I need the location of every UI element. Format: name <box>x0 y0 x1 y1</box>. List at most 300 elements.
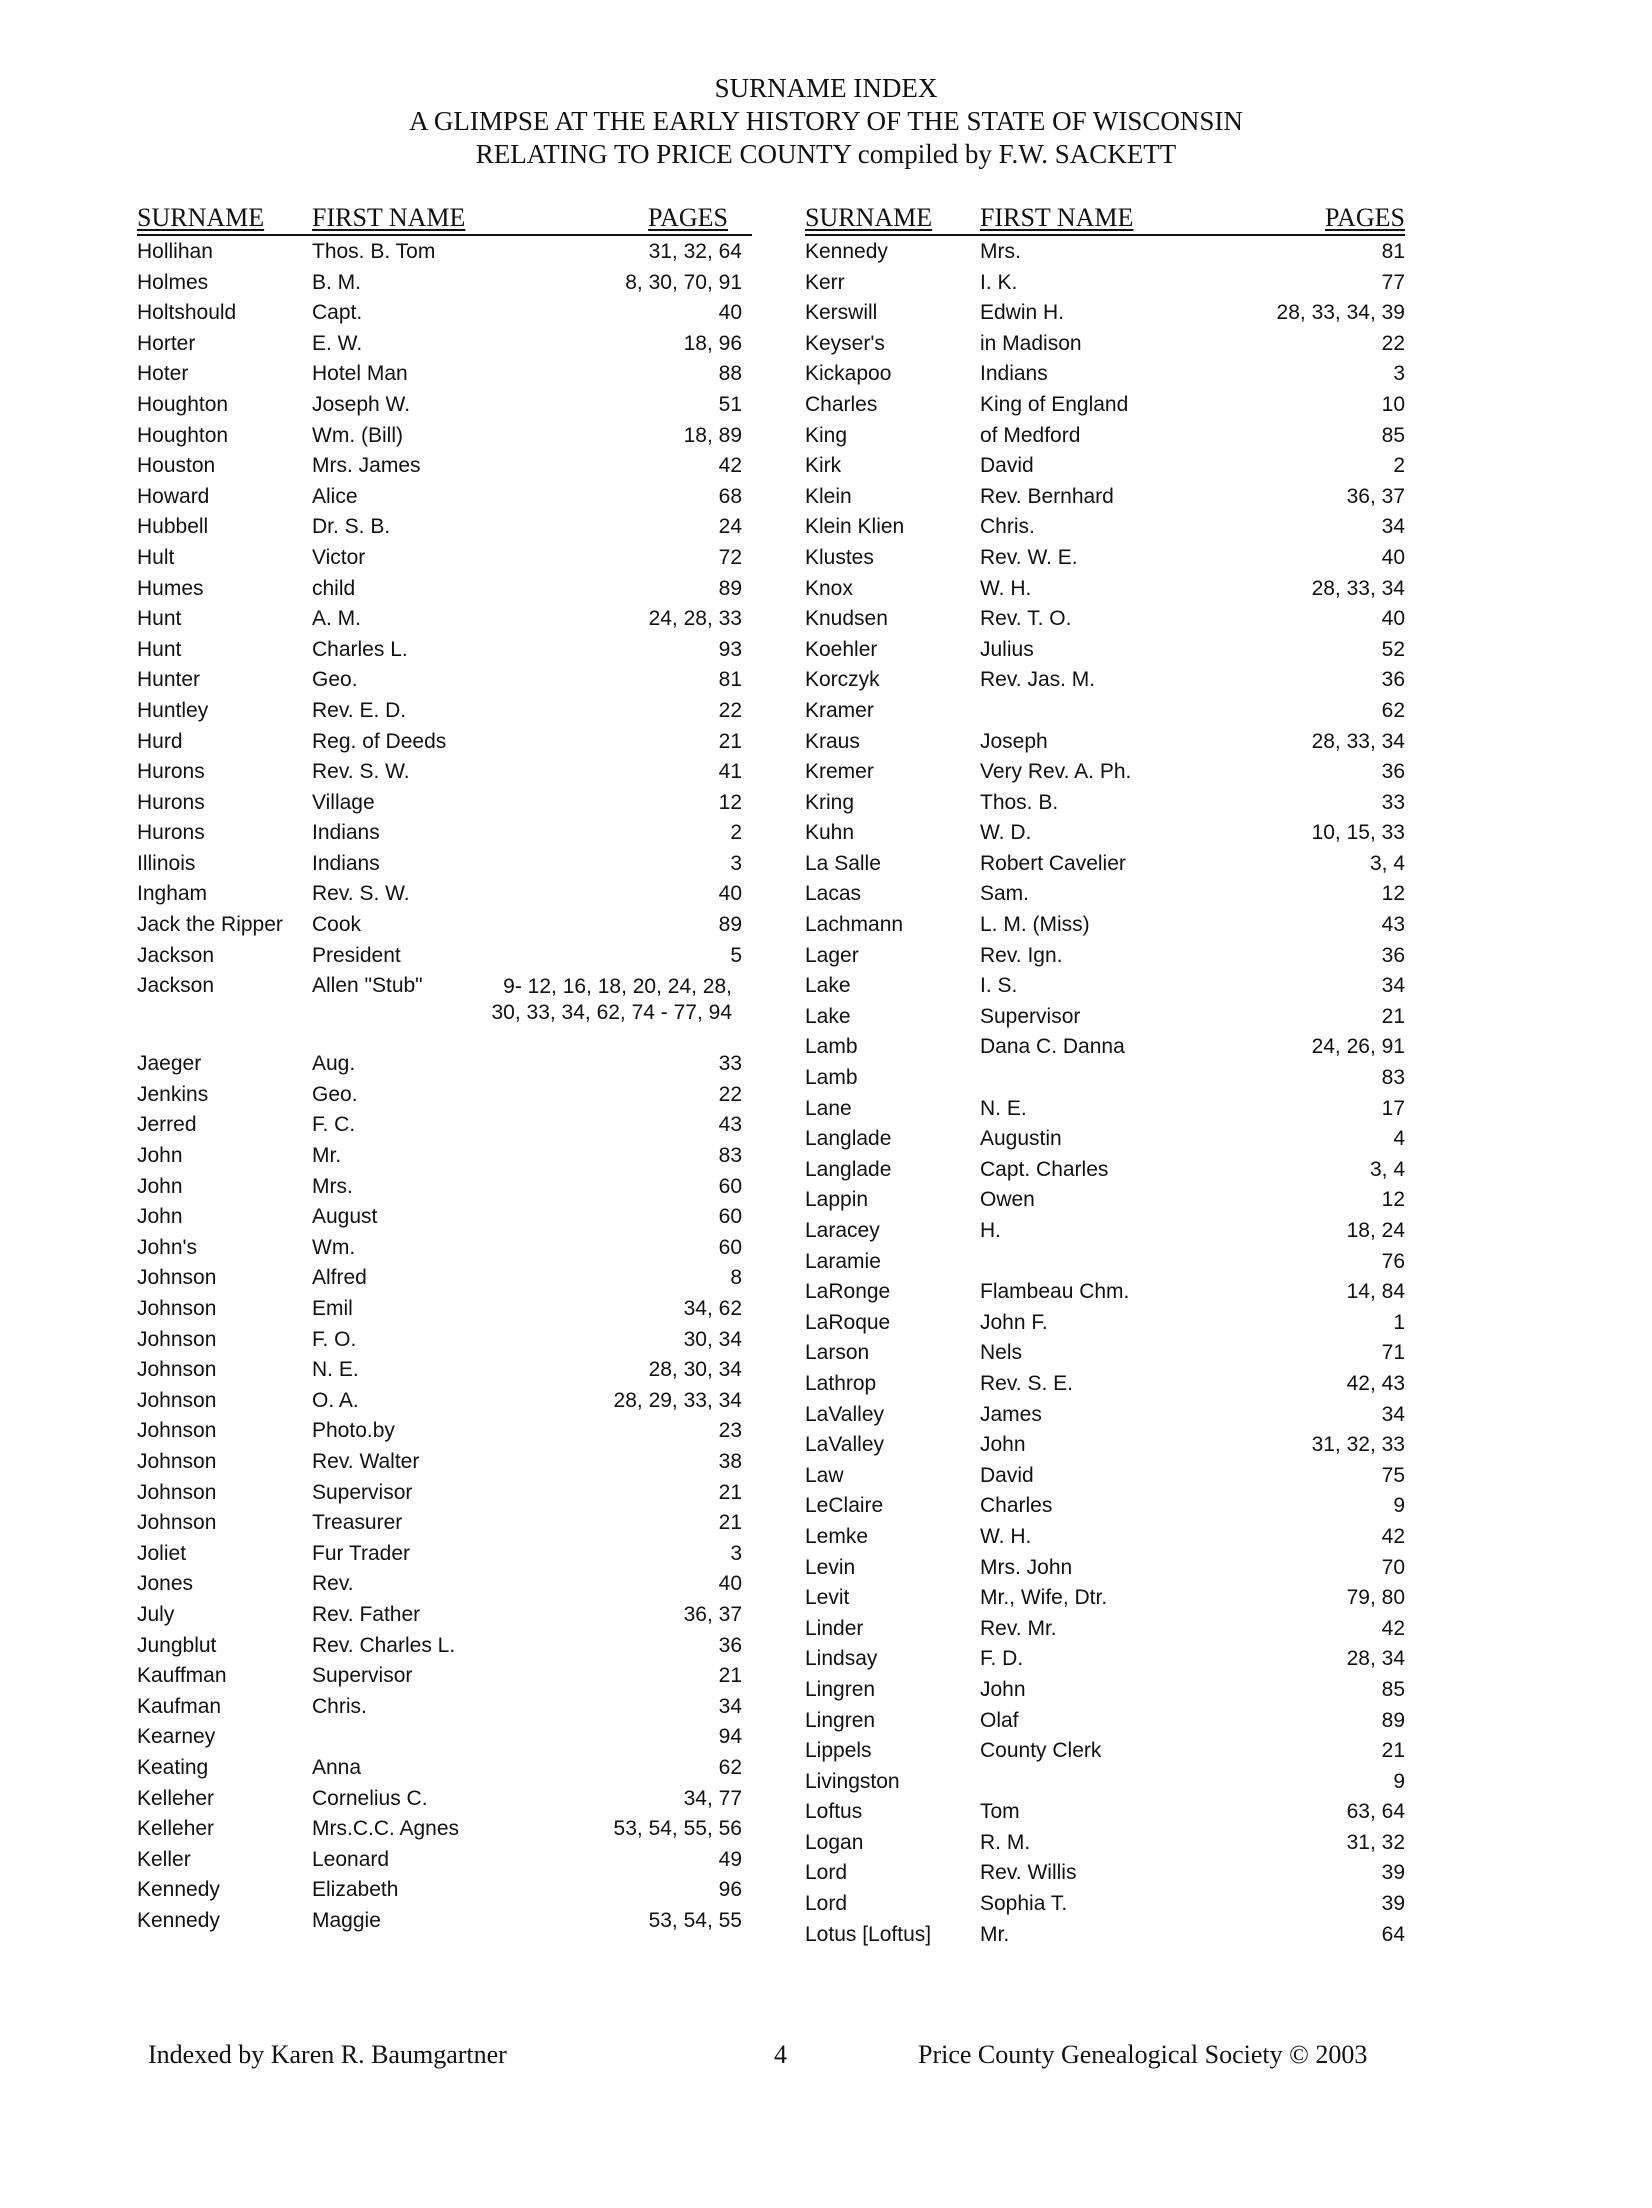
first-name-cell: E. W. <box>312 331 363 355</box>
first-name-cell: Supervisor <box>980 1004 1081 1028</box>
pages-cell: 36, 37 <box>683 1602 742 1626</box>
index-row <box>805 1031 1405 1062</box>
surname-cell: Howard <box>137 484 210 508</box>
surname-cell: Langlade <box>805 1127 892 1151</box>
pages-cell: 52 <box>1381 637 1405 661</box>
index-row <box>805 817 1405 848</box>
pages-cell: 85 <box>1381 423 1405 447</box>
surname-cell: Lingren <box>805 1708 876 1732</box>
index-row <box>805 1613 1405 1644</box>
index-row <box>805 1888 1405 1919</box>
first-name-cell: David <box>980 454 1034 478</box>
surname-cell: July <box>137 1602 175 1626</box>
index-row <box>805 1766 1405 1797</box>
first-name-cell: Capt. <box>312 301 363 325</box>
index-row <box>137 1691 752 1722</box>
pages-cell: 60 <box>718 1205 742 1229</box>
pages-cell: 38 <box>718 1449 742 1473</box>
surname-cell: Holtshould <box>137 301 237 325</box>
first-name-cell: August <box>312 1205 378 1229</box>
first-name-cell: Mrs.C.C. Agnes <box>312 1817 460 1841</box>
surname-cell: LaRoque <box>805 1310 891 1334</box>
pages-cell: 72 <box>718 545 742 569</box>
pages-cell: 28, 33, 34 <box>1311 729 1405 753</box>
pages-cell: 28, 33, 34 <box>1311 576 1405 600</box>
surname-cell: King <box>805 423 848 447</box>
index-row <box>805 450 1405 481</box>
footer-page-number: 4 <box>774 2040 787 2069</box>
pages-cell: 36 <box>718 1633 742 1657</box>
surname-cell: Logan <box>805 1830 864 1854</box>
surname-cell: Kennedy <box>805 240 888 263</box>
index-row <box>137 1354 752 1385</box>
first-name-cell: Charles <box>980 1494 1053 1518</box>
pages-cell: 31, 32, 64 <box>648 240 742 263</box>
surname-cell: Houghton <box>137 423 229 447</box>
header-subtitle: A GLIMPSE AT THE EARLY HISTORY OF THE STATE OF WISCONSIN <box>409 106 1243 136</box>
surname-cell: Kauffman <box>137 1664 227 1688</box>
index-row <box>805 1552 1405 1583</box>
surname-cell: Langlade <box>805 1157 892 1181</box>
index-row <box>805 1123 1405 1154</box>
surname-cell: Hollihan <box>137 240 213 263</box>
pages-cell: 42 <box>718 454 742 478</box>
first-name-cell: Reg. of Deeds <box>312 729 447 753</box>
first-name-cell: of Medford <box>980 423 1081 447</box>
index-row <box>805 1460 1405 1491</box>
first-name-cell: Chris. <box>312 1694 367 1718</box>
pages-cell: 40 <box>718 882 742 906</box>
surname-cell: Kelleher <box>137 1786 215 1810</box>
surname-cell: Humes <box>137 576 204 600</box>
surname-cell: Houston <box>137 454 216 478</box>
pages-cell: 39 <box>1381 1892 1405 1916</box>
pages-cell: 21 <box>1381 1004 1405 1028</box>
first-name-cell: President <box>312 943 401 967</box>
index-row <box>137 1140 752 1171</box>
surname-cell: Knudsen <box>805 607 888 631</box>
surname-cell: Loftus <box>805 1800 863 1824</box>
surname-cell: LaRonge <box>805 1280 891 1304</box>
surname-cell: Hunter <box>137 668 201 692</box>
index-row <box>805 634 1405 665</box>
first-name-cell: Rev. Mr. <box>980 1616 1057 1640</box>
surname-cell: Kennedy <box>137 1878 220 1902</box>
first-name-cell: Maggie <box>312 1908 381 1932</box>
pages-cell: 42, 43 <box>1346 1371 1405 1395</box>
first-name-header: FIRST NAME <box>980 203 1134 232</box>
pages-cell: 9 <box>1393 1769 1405 1793</box>
first-name-cell: Cornelius C. <box>312 1786 428 1810</box>
surname-cell: Jackson <box>137 974 215 998</box>
pages-cell: 62 <box>1381 698 1405 722</box>
surname-cell: Laracey <box>805 1219 880 1242</box>
surname-cell: Kearney <box>137 1725 216 1749</box>
index-row <box>805 1827 1405 1858</box>
pages-header: PAGES <box>648 203 728 232</box>
first-name-cell: N. E. <box>312 1358 359 1382</box>
pages-cell: 36 <box>1381 943 1405 967</box>
first-name-cell: Sophia T. <box>980 1892 1068 1916</box>
index-row <box>137 267 752 298</box>
index-row <box>137 1813 752 1844</box>
first-name-cell: Cook <box>312 913 362 937</box>
surname-cell: John <box>137 1205 183 1229</box>
index-row <box>805 1001 1405 1032</box>
surname-cell: Jackson <box>137 943 215 967</box>
surname-cell: LaValley <box>805 1433 884 1457</box>
index-row <box>137 1293 752 1324</box>
first-name-cell: Leonard <box>312 1847 390 1871</box>
surname-cell: Lamb <box>805 1035 858 1059</box>
first-name-cell: Indians <box>312 851 380 875</box>
pages-cell: 18, 24 <box>1346 1219 1405 1242</box>
right-column-header <box>805 200 1405 236</box>
surname-cell: Linder <box>805 1616 864 1640</box>
pages-cell: 81 <box>718 668 742 692</box>
surname-cell: Hurons <box>137 821 205 845</box>
pages-cell: 77 <box>1381 270 1405 294</box>
right-rows <box>805 236 1405 1949</box>
index-row <box>137 1538 752 1569</box>
page-header <box>0 72 1652 171</box>
index-row <box>805 481 1405 512</box>
pages-cell: 21 <box>718 729 742 753</box>
index-row <box>137 848 752 879</box>
pages-cell: 28, 29, 33, 34 <box>613 1388 742 1412</box>
surname-cell: Law <box>805 1463 844 1487</box>
pages-cell: 43 <box>1381 913 1405 937</box>
index-row <box>805 1674 1405 1705</box>
index-row <box>137 1477 752 1508</box>
first-name-cell: Wm. (Bill) <box>312 423 403 447</box>
first-name-cell: Very Rev. A. Ph. <box>980 760 1132 784</box>
surname-cell: Kuhn <box>805 821 855 845</box>
index-row <box>137 1109 752 1140</box>
first-name-cell: Dr. S. B. <box>312 515 391 539</box>
first-name-cell: Photo.by <box>312 1419 395 1443</box>
index-row <box>805 1796 1405 1827</box>
surname-cell: Jenkins <box>137 1082 209 1106</box>
pages-cell: 30, 34 <box>683 1327 742 1351</box>
index-row <box>805 1705 1405 1736</box>
first-name-cell: child <box>312 576 356 600</box>
pages-cell: 8 <box>730 1266 742 1290</box>
left-column-header <box>137 200 752 236</box>
surname-cell: Lappin <box>805 1188 869 1212</box>
surname-cell: Keyser's <box>805 331 885 355</box>
surname-cell: Jaeger <box>137 1052 202 1076</box>
surname-cell: Laramie <box>805 1249 881 1273</box>
pages-cell: 23 <box>718 1419 742 1443</box>
pages-cell: 12 <box>1381 882 1405 906</box>
index-row <box>137 787 752 818</box>
index-row <box>137 511 752 542</box>
first-name-cell: Nels <box>980 1341 1023 1365</box>
pages-cell: 60 <box>718 1174 742 1198</box>
surname-cell: Hoter <box>137 362 189 386</box>
surname-cell: Johnson <box>137 1449 217 1473</box>
pages-cell: 14, 84 <box>1346 1280 1405 1304</box>
index-row <box>137 1752 752 1783</box>
first-name-cell: W. H. <box>980 1524 1032 1548</box>
pages-cell: 40 <box>1381 607 1405 631</box>
pages-cell: 21 <box>718 1511 742 1535</box>
surname-cell: Johnson <box>137 1297 217 1320</box>
first-name-cell: Robert Cavelier <box>980 851 1126 875</box>
surname-cell: Kelleher <box>137 1817 215 1841</box>
first-name-cell: John <box>980 1677 1026 1701</box>
surname-cell: Hunt <box>137 607 182 631</box>
pages-cell: 94 <box>718 1725 742 1749</box>
surname-cell: Johnson <box>137 1419 217 1443</box>
surname-cell: Jack the Ripper <box>137 913 283 937</box>
index-row <box>137 481 752 512</box>
first-name-cell: Rev. E. D. <box>312 698 407 722</box>
index-row <box>137 664 752 695</box>
pages-cell: 3 <box>730 851 742 875</box>
pages-cell: 71 <box>1381 1341 1405 1365</box>
pages-header: PAGES <box>1325 203 1405 232</box>
index-row <box>137 1262 752 1293</box>
surname-cell: Kerswill <box>805 301 878 325</box>
index-row <box>137 756 752 787</box>
index-row <box>805 940 1405 971</box>
surname-cell: Lemke <box>805 1524 869 1548</box>
pages-cell: 21 <box>718 1480 742 1504</box>
surname-cell: Kremer <box>805 760 874 784</box>
index-row <box>805 603 1405 634</box>
first-name-cell: Victor <box>312 545 366 569</box>
surname-cell: Kring <box>805 790 855 814</box>
surname-cell: Jungblut <box>137 1633 217 1657</box>
pages-cell: 3, 4 <box>1369 851 1405 875</box>
first-name-cell: Supervisor <box>312 1480 413 1504</box>
surname-cell: Levit <box>805 1586 850 1610</box>
index-row <box>805 267 1405 298</box>
pages-cell: 21 <box>718 1664 742 1688</box>
index-row <box>137 1201 752 1232</box>
first-name-cell: Treasurer <box>312 1511 403 1535</box>
surname-cell: Johnson <box>137 1388 217 1412</box>
first-name-cell: Mrs. John <box>980 1555 1073 1579</box>
index-row <box>805 848 1405 879</box>
first-name-cell: H. <box>980 1219 1001 1242</box>
first-name-cell: Geo. <box>312 668 358 692</box>
pages-cell: 3 <box>730 1541 742 1565</box>
pages-cell: 18, 89 <box>683 423 742 447</box>
pages-cell: 2 <box>1393 454 1405 478</box>
first-name-cell: Fur Trader <box>312 1541 411 1565</box>
surname-cell: Lingren <box>805 1677 876 1701</box>
index-row <box>137 1599 752 1630</box>
pages-cell: 51 <box>718 392 742 416</box>
pages-cell: 70 <box>1381 1555 1405 1579</box>
surname-cell: La Salle <box>805 851 881 875</box>
first-name-cell: Dana C. Danna <box>980 1035 1125 1059</box>
surname-cell: Lord <box>805 1861 848 1885</box>
pages-cell: 4 <box>1393 1127 1405 1151</box>
pages-cell: 22 <box>718 1082 742 1106</box>
pages-cell: 75 <box>1381 1463 1405 1487</box>
first-name-cell: R. M. <box>980 1830 1031 1854</box>
first-name-cell: Geo. <box>312 1082 358 1106</box>
surname-cell: Lake <box>805 1004 851 1028</box>
pages-cell: 68 <box>718 484 742 508</box>
surname-cell: Lamb <box>805 1066 858 1090</box>
pages-cell: 53, 54, 55 <box>648 1908 742 1932</box>
surname-cell: Johnson <box>137 1266 217 1290</box>
index-row <box>137 695 752 726</box>
pages-cell: 89 <box>718 576 742 600</box>
surname-cell: Kennedy <box>137 1908 220 1932</box>
first-name-cell: Rev. Willis <box>980 1861 1077 1885</box>
first-name-cell: Mr. <box>312 1144 342 1168</box>
footer-society: Price County Genealogical Society © 2003 <box>918 2040 1368 2069</box>
pages-cell: 60 <box>718 1235 742 1259</box>
index-row <box>137 909 752 940</box>
index-row <box>805 909 1405 940</box>
first-name-cell: Rev. S. W. <box>312 882 410 906</box>
surname-cell: Hult <box>137 545 175 569</box>
pages-cell: 53, 54, 55, 56 <box>613 1817 742 1841</box>
pages-cell: 41 <box>718 760 742 784</box>
pages-cell: 10 <box>1381 392 1405 416</box>
index-row <box>805 970 1405 1001</box>
pages-cell: 34, 62 <box>683 1297 742 1320</box>
index-row <box>805 1093 1405 1124</box>
first-name-cell: Alice <box>312 484 358 508</box>
pages-cell: 81 <box>1381 240 1405 263</box>
index-row <box>805 297 1405 328</box>
pages-cell: 34 <box>1381 515 1405 539</box>
index-row <box>805 328 1405 359</box>
index-row <box>805 1276 1405 1307</box>
first-name-cell: Alfred <box>312 1266 367 1290</box>
first-name-cell: Joseph <box>980 729 1048 753</box>
surname-cell: Kirk <box>805 454 842 478</box>
index-row <box>137 726 752 757</box>
surname-cell: John <box>137 1174 183 1198</box>
first-name-cell: Rev. W. E. <box>980 545 1078 569</box>
pages-cell: 2 <box>730 821 742 845</box>
index-row <box>137 358 752 389</box>
index-row <box>805 1521 1405 1552</box>
index-row <box>137 1874 752 1905</box>
index-row <box>137 1905 752 1936</box>
surname-cell: John's <box>137 1235 198 1259</box>
first-name-cell: Elizabeth <box>312 1878 399 1902</box>
index-row <box>137 1048 752 1079</box>
index-row <box>805 1246 1405 1277</box>
pages-cell: 31, 32, 33 <box>1311 1433 1405 1457</box>
surname-cell: Kickapoo <box>805 362 892 386</box>
pages-cell: 36, 37 <box>1346 484 1405 508</box>
left-tall-entry <box>137 970 752 1026</box>
pages-cell: 3, 4 <box>1369 1157 1405 1181</box>
first-name-cell: N. E. <box>980 1096 1027 1120</box>
pages-cell: 76 <box>1381 1249 1405 1273</box>
first-name-cell: Chris. <box>980 515 1035 539</box>
first-name-cell: Aug. <box>312 1052 356 1076</box>
index-row <box>137 389 752 420</box>
surname-cell: Huntley <box>137 698 209 722</box>
pages-cell: 34 <box>1381 974 1405 998</box>
pages-cell: 40 <box>718 1572 742 1596</box>
pages-cell: 9 <box>1393 1494 1405 1518</box>
first-name-cell: I. S. <box>980 974 1018 998</box>
first-name-cell: Rev. Father <box>312 1602 421 1626</box>
index-row <box>137 634 752 665</box>
pages-cell: 10, 15, 33 <box>1311 821 1405 845</box>
pages-cell: 40 <box>1381 545 1405 569</box>
pages-cell: 17 <box>1381 1096 1405 1120</box>
index-row <box>137 420 752 451</box>
index-row <box>137 328 752 359</box>
first-name-cell: Mrs. James <box>312 454 421 478</box>
first-name-cell: I. K. <box>980 270 1018 294</box>
surname-cell: Lager <box>805 943 859 967</box>
surname-cell: Klustes <box>805 545 874 569</box>
surname-cell: Koehler <box>805 637 878 661</box>
surname-cell: Johnson <box>137 1327 217 1351</box>
pages-cell: 22 <box>718 698 742 722</box>
surname-cell: Levin <box>805 1555 856 1579</box>
index-row <box>137 1324 752 1355</box>
pages-cell: 93 <box>718 637 742 661</box>
first-name-cell: Mrs. <box>312 1174 353 1198</box>
left-rows <box>137 236 752 970</box>
first-name-cell: Supervisor <box>312 1664 413 1688</box>
index-row <box>805 787 1405 818</box>
first-name-cell: James <box>980 1402 1042 1426</box>
first-name-cell: Rev. S. E. <box>980 1371 1073 1395</box>
index-row <box>137 1232 752 1263</box>
first-name-cell: Rev. Ign. <box>980 943 1063 967</box>
surname-cell: Houghton <box>137 392 229 416</box>
pages-cell: 96 <box>718 1878 742 1902</box>
index-row <box>137 1079 752 1110</box>
first-name-cell: Wm. <box>312 1235 356 1259</box>
index-row <box>805 511 1405 542</box>
left-rows-continued <box>137 1048 752 1935</box>
surname-cell: Johnson <box>137 1480 217 1504</box>
surname-cell: Klein <box>805 484 852 508</box>
surname-cell: Lake <box>805 974 851 998</box>
first-name-cell: Rev. <box>312 1572 354 1596</box>
surname-cell: Jerred <box>137 1113 197 1137</box>
header-compiler-line: RELATING TO PRICE COUNTY compiled by F.W. SACKETT <box>475 139 1177 169</box>
first-name-cell: Emil <box>312 1297 353 1320</box>
index-row <box>805 573 1405 604</box>
index-row <box>137 878 752 909</box>
pages-cell: 79, 80 <box>1346 1586 1405 1610</box>
first-name-cell: Rev. Charles L. <box>312 1633 456 1657</box>
index-row <box>137 1415 752 1446</box>
pages-cell: 24 <box>718 515 742 539</box>
index-row <box>805 1307 1405 1338</box>
first-name-cell: Hotel Man <box>312 362 408 386</box>
surname-cell: Hurons <box>137 760 205 784</box>
pages-cell: 28, 34 <box>1346 1647 1405 1671</box>
index-row <box>805 236 1405 267</box>
first-name-cell: A. M. <box>312 607 362 631</box>
index-row <box>805 878 1405 909</box>
surname-cell: LeClaire <box>805 1494 884 1518</box>
surname-cell: Lotus [Loftus] <box>805 1922 932 1946</box>
surname-cell: Lane <box>805 1096 852 1120</box>
index-row <box>137 542 752 573</box>
